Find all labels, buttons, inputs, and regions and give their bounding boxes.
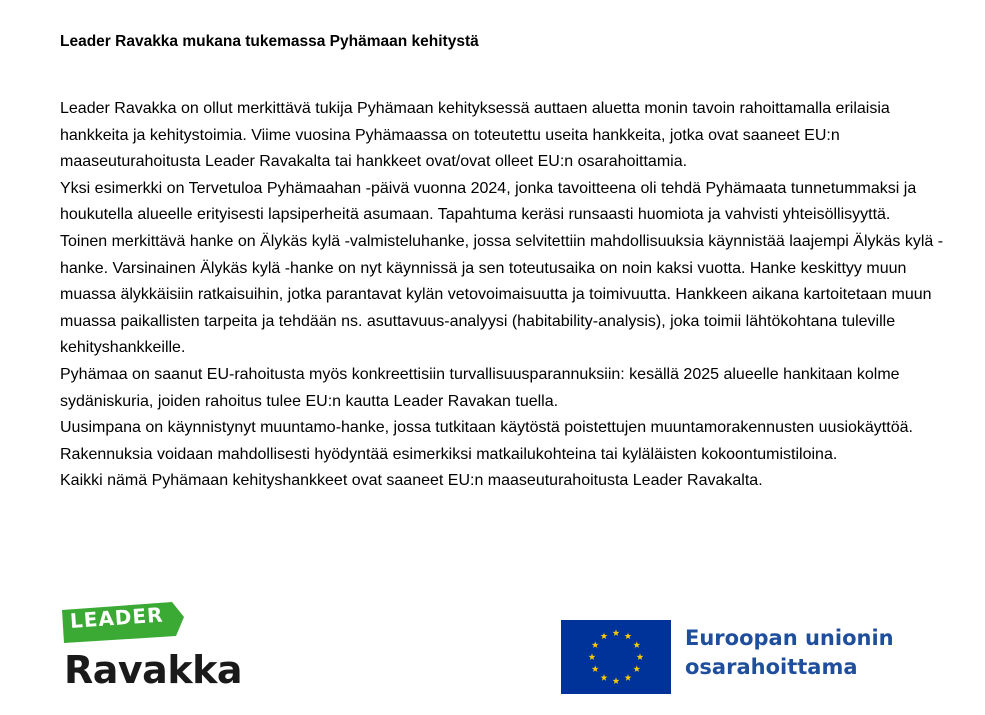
eu-flag-icon [561, 620, 671, 694]
paragraph: Kaikki nämä Pyhämaan kehityshankkeet ovat saaneet EU:n maaseuturahoitusta Leader Ravakalta. [60, 472, 763, 490]
eu-logo-line1: Euroopan unionin [685, 626, 894, 650]
paragraph: Uusimpana on käynnistynyt muuntamo-hanke, jossa tutkitaan käytöstä poistettujen muuntamorakennusten uusiokäyttöä. Rakennuksia voidaan mahdollisesti hyödyntää esimerkiksi matkailukohteina tai kyläläisten kokoontumistiloina. [60, 419, 913, 463]
document-title: Leader Ravakka mukana tukemassa Pyhämaan kehitystä [60, 33, 479, 50]
leader-ravakka-logo [60, 600, 250, 700]
paragraph: Pyhämaa on saanut EU-rahoitusta myös konkreettisiin turvallisuusparannuksiin: kesällä 2025 alueelle hankitaan kolme sydäniskuria, joiden rahoitus tulee EU:n kautta Leader Ravakan tuella. [60, 365, 900, 410]
paragraph: Leader Ravakka on ollut merkittävä tukija Pyhämaan kehityksessä auttaen aluetta monin tavoin rahoittamalla erilaisia hankkeita ja kehitystoimia. Viime vuosina Pyhämaassa on toteutettu useita hankkeita, jotka ovat saaneet EU:n maaseuturahoitusta Leader Ravakalta tai hankkeet ovat/ovat olleet EU:n osarahoittamia. [60, 100, 890, 171]
leader-badge-text: LEADER [69, 602, 165, 633]
eu-logo-line2: osarahoittama [685, 655, 858, 679]
ravakka-wordmark: Ravakka [64, 648, 243, 692]
eu-logo-text [685, 624, 894, 682]
paragraph: Toinen merkittävä hanke on Älykäs kylä -valmisteluhanke, jossa selvitettiin mahdollisuuksia käynnistää laajempi Älykäs kylä -hanke. Varsinainen Älykäs kylä -hanke on nyt käynnissä ja sen toteutusaika on noin kaksi vuotta. Hanke keskittyy muun muassa älykkäisiin ratkaisuihin, jotka parantavat kylän vetovoimaisuutta ja toimivuutta. Hankkeen aikana kartoitetaan muun muassa paikallisten tarpeita ja tehdään ns. asuttavuus-analyysi (habitability-analysis), joka toimii lähtökohtana tuleville kehityshankkeille. [60, 232, 944, 357]
eu-cofunded-logo [561, 620, 941, 694]
document-body [60, 96, 960, 495]
paragraph: Yksi esimerkki on Tervetuloa Pyhämaahan -päivä vuonna 2024, jonka tavoitteena oli tehdä Pyhämaata tunnetummaksi ja houkutella alueelle erityisesti lapsiperheitä asumaan. Tapahtuma keräsi runsaasti huomiota ja vahvisti yhteisöllisyyttä. [60, 179, 917, 224]
